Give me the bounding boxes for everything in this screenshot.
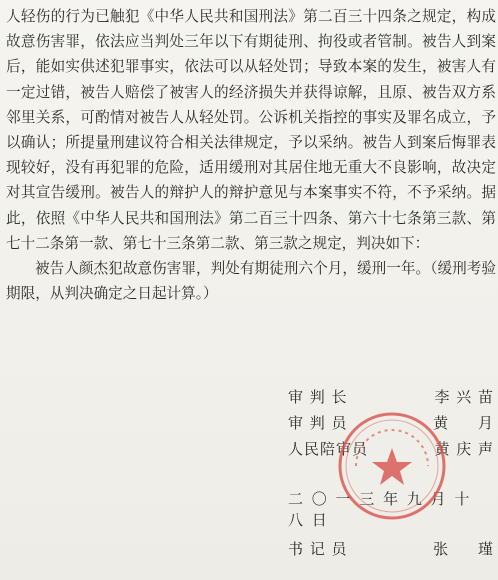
presiding-judge-role: 审 判 长 [288, 388, 348, 406]
clerk-name: 张 瑾 [433, 540, 494, 558]
judgment-date: 二 〇 一 三 年 九 月 十 八 日 [288, 490, 472, 529]
presiding-judge-row [288, 386, 494, 410]
judgment-body [6, 4, 496, 306]
judge-row [288, 412, 494, 436]
assessor-row [288, 438, 494, 462]
clerk-role: 书 记 员 [288, 540, 348, 558]
judge-name: 黄 月 [433, 414, 494, 432]
judge-role: 审 判 员 [288, 414, 348, 432]
judgment-reasoning-paragraph: 人轻伤的行为已触犯《中华人民共和国刑法》第二百三十四条之规定，构成故意伤害罪，依法应当判处三年以下有期徒刑、拘役或者管制。被告人到案后，能如实供述犯罪事实，依法可以从轻处罚；导致本案的发生，被害人有一定过错，被告人赔偿了被害人的经济损失并获得谅解，且原、被告双方系邻里关系，可酌情对被告人从轻处罚。公诉机关指控的事实及罪名成立，予以确认；所提量刑建议符合相关法律规定，予以采纳。被告人到案后悔罪表现较好，没有再犯罪的危险，适用缓刑对其居住地无重大不良影响，故决定对其宣告缓刑。被告人的辩护人的辩护意见与本案事实不符，不予采纳。据此，依照《中华人民共和国刑法》第二百三十四条、第六十七条第三款、第七十二条第一款、第七十三条第二款、第三款之规定，判决如下： [6, 8, 496, 252]
judgment-verdict-paragraph: 被告人颜杰犯故意伤害罪，判处有期徒刑六个月，缓刑一年。（缓刑考验期限，从判决确定之日起计算。） [6, 260, 496, 303]
signature-block [288, 386, 494, 558]
assessor-role: 人民陪审员 [288, 440, 369, 458]
presiding-judge-name: 李 兴 苗 [434, 388, 494, 406]
assessor-name: 黄 庆 声 [434, 440, 494, 458]
